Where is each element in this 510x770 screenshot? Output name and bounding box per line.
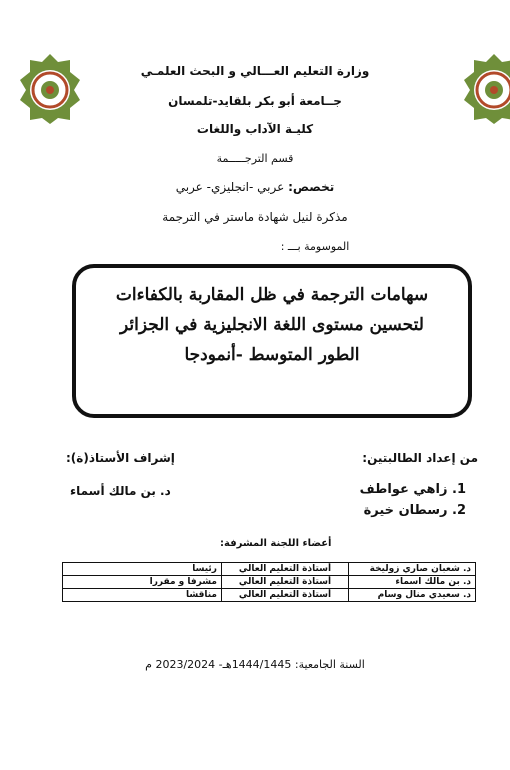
students-label: من إعداد الطالبتين: xyxy=(362,451,478,465)
thesis-title-line-2: لتحسين مستوى اللغة الانجليزية في الجزائر xyxy=(120,315,424,335)
specialty-line xyxy=(40,180,470,194)
academic-year-label: السنة الجامعية: xyxy=(294,658,365,671)
university-name: جــامعة أبو بكر بلقايد-تلمسان xyxy=(168,94,342,108)
titled-label: الموسومة بـــ : xyxy=(280,240,350,253)
thesis-title-box xyxy=(72,264,472,418)
member-rank: أستاذة التعليم العالي xyxy=(222,576,349,589)
thesis-title-line-1: سهامات الترجمة في ظل المقاربة بالكفاءات xyxy=(115,285,429,305)
member-role: رئيسا xyxy=(63,563,222,576)
academic-year-value: 1444/1445هـ- 2023/2024 م xyxy=(145,658,295,671)
table-row xyxy=(63,563,476,576)
member-name: د. سعيدي منال وسام xyxy=(349,589,476,602)
specialty-label: تخصص: xyxy=(288,180,335,194)
academic-year xyxy=(40,658,470,671)
ministry-name: وزارة التعليم العـــالي و البحث العلمـي xyxy=(140,64,370,78)
member-role: مشرفا و مقررا xyxy=(63,576,222,589)
department-name: قسم الترجـــــمة xyxy=(216,152,294,165)
committee-table xyxy=(62,562,476,602)
student-name-1: 1. زاهي عواطف xyxy=(359,482,466,497)
thesis-type: مذكرة لنيل شهادة ماستر في الترجمة xyxy=(162,210,348,224)
table-row xyxy=(63,576,476,589)
member-name: د. شعبان صاري زوليخة xyxy=(349,563,476,576)
member-role: مناقشا xyxy=(63,589,222,602)
member-name: د. بن مالك اسماء xyxy=(349,576,476,589)
student-name-2: 2. رسطان خيرة xyxy=(363,503,466,518)
member-rank: أستاذة التعليم العالي xyxy=(222,563,349,576)
committee-label: أعضاء اللجنة المشرفة: xyxy=(220,538,332,549)
thesis-title-line-3: الطور المتوسط -أنمودجا xyxy=(184,345,360,365)
member-rank: أستاذة التعليم العالي xyxy=(222,589,349,602)
faculty-name: كليـة الآداب واللغات xyxy=(196,122,314,136)
supervisor-name: د. بن مالك أسماء xyxy=(70,484,171,498)
specialty-value: عربي -انجليزي- عربي xyxy=(175,180,289,194)
table-row xyxy=(63,589,476,602)
supervisor-label: إشراف الأستاذ(ة): xyxy=(66,451,175,465)
